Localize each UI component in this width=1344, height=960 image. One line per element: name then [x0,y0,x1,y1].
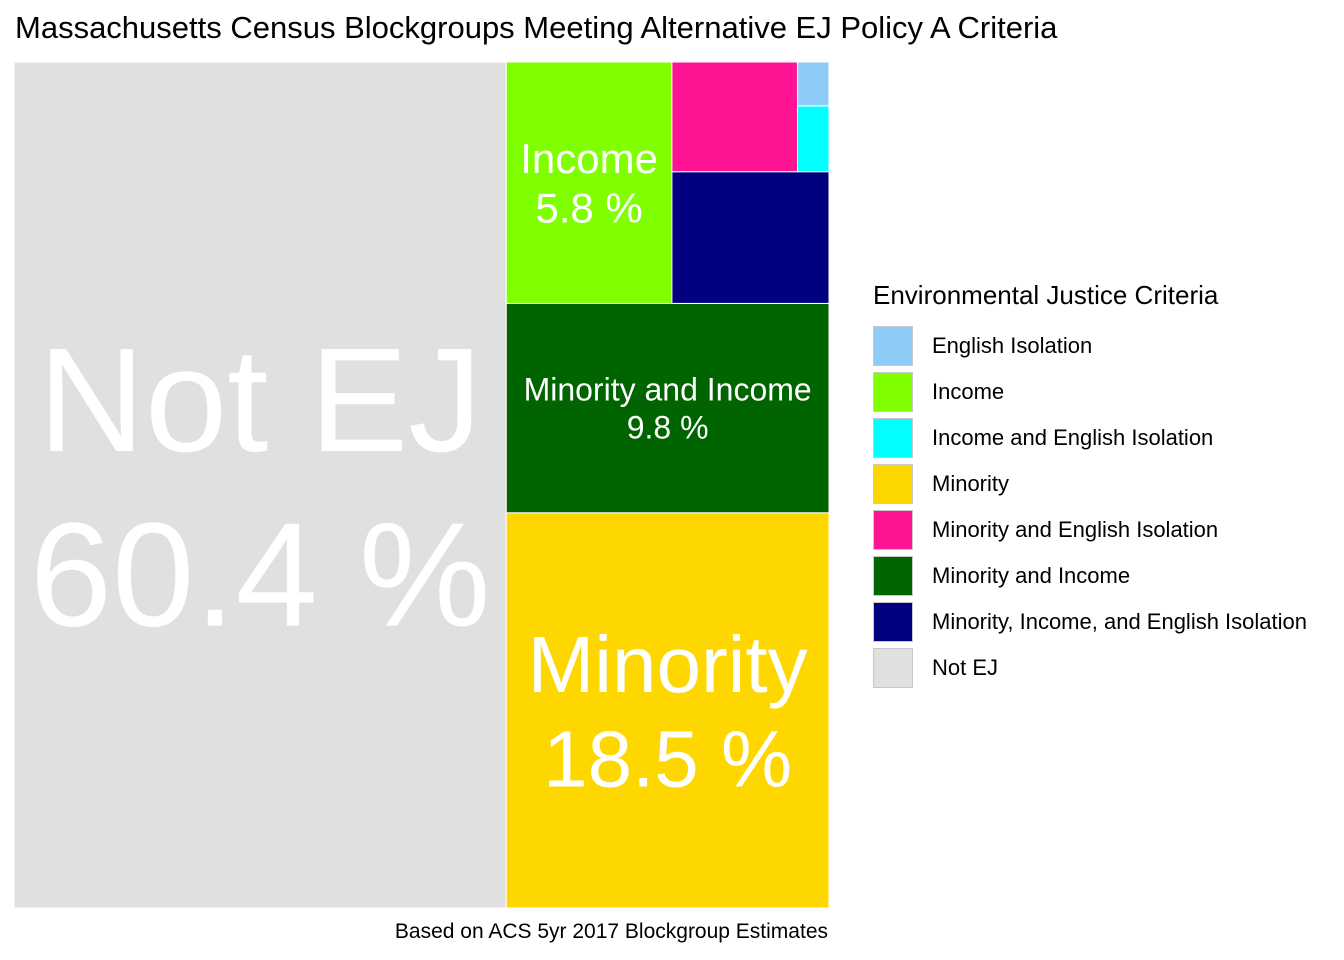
legend-swatch [873,648,913,688]
tile-value-label-income: 5.8 % [535,184,643,232]
legend-item [873,461,1307,507]
legend-swatch [873,464,913,504]
tile-minority-and-english-isolation [672,62,798,172]
tile-label-income: Income [520,135,658,183]
tile-minority-and-income [506,303,829,512]
tile-label-not-ej: Not EJ [38,317,483,483]
tile-value-label-not-ej: 60.4 % [29,492,491,658]
legend-item [873,645,1307,691]
legend-swatch [873,326,913,366]
legend-item [873,369,1307,415]
tile-value-label-minority: 18.5 % [543,714,793,804]
tile-minority [506,513,829,908]
tile-value-label-minority-and-income: 9.8 % [626,409,709,446]
legend-item [873,507,1307,553]
legend-label: English Isolation [932,333,1093,358]
legend-swatch [873,418,913,458]
legend-label: Minority and English Isolation [932,517,1219,542]
chart-caption: Based on ACS 5yr 2017 Blockgroup Estimates [394,920,828,943]
tile-label-minority: Minority [527,619,808,709]
legend-swatch [873,510,913,550]
legend-title: Environmental Justice Criteria [873,280,1219,310]
legend-item [873,599,1307,645]
legend-item [873,415,1307,461]
legend-label: Minority, Income, and English Isolation [932,609,1307,634]
tile-minority-income-and-english-isolation [672,172,829,304]
tile-not-ej [14,62,506,908]
legend [873,280,1307,691]
legend-label: Income [932,379,1005,404]
legend-label: Minority and Income [932,563,1131,588]
legend-label: Income and English Isolation [932,425,1214,450]
tile-income-and-english-isolation [798,106,829,172]
chart-title: Massachusetts Census Blockgroups Meeting Alternative EJ Policy A Criteria [15,10,1058,45]
tile-english-isolation [798,62,829,106]
tile-income [506,62,672,303]
legend-label: Minority [932,471,1010,496]
legend-swatch [873,556,913,596]
legend-swatch [873,372,913,412]
tile-label-minority-and-income: Minority and Income [523,371,812,408]
legend-item [873,323,1307,369]
legend-items [873,323,1307,691]
legend-swatch [873,602,913,642]
legend-label: Not EJ [932,655,999,680]
legend-item [873,553,1307,599]
